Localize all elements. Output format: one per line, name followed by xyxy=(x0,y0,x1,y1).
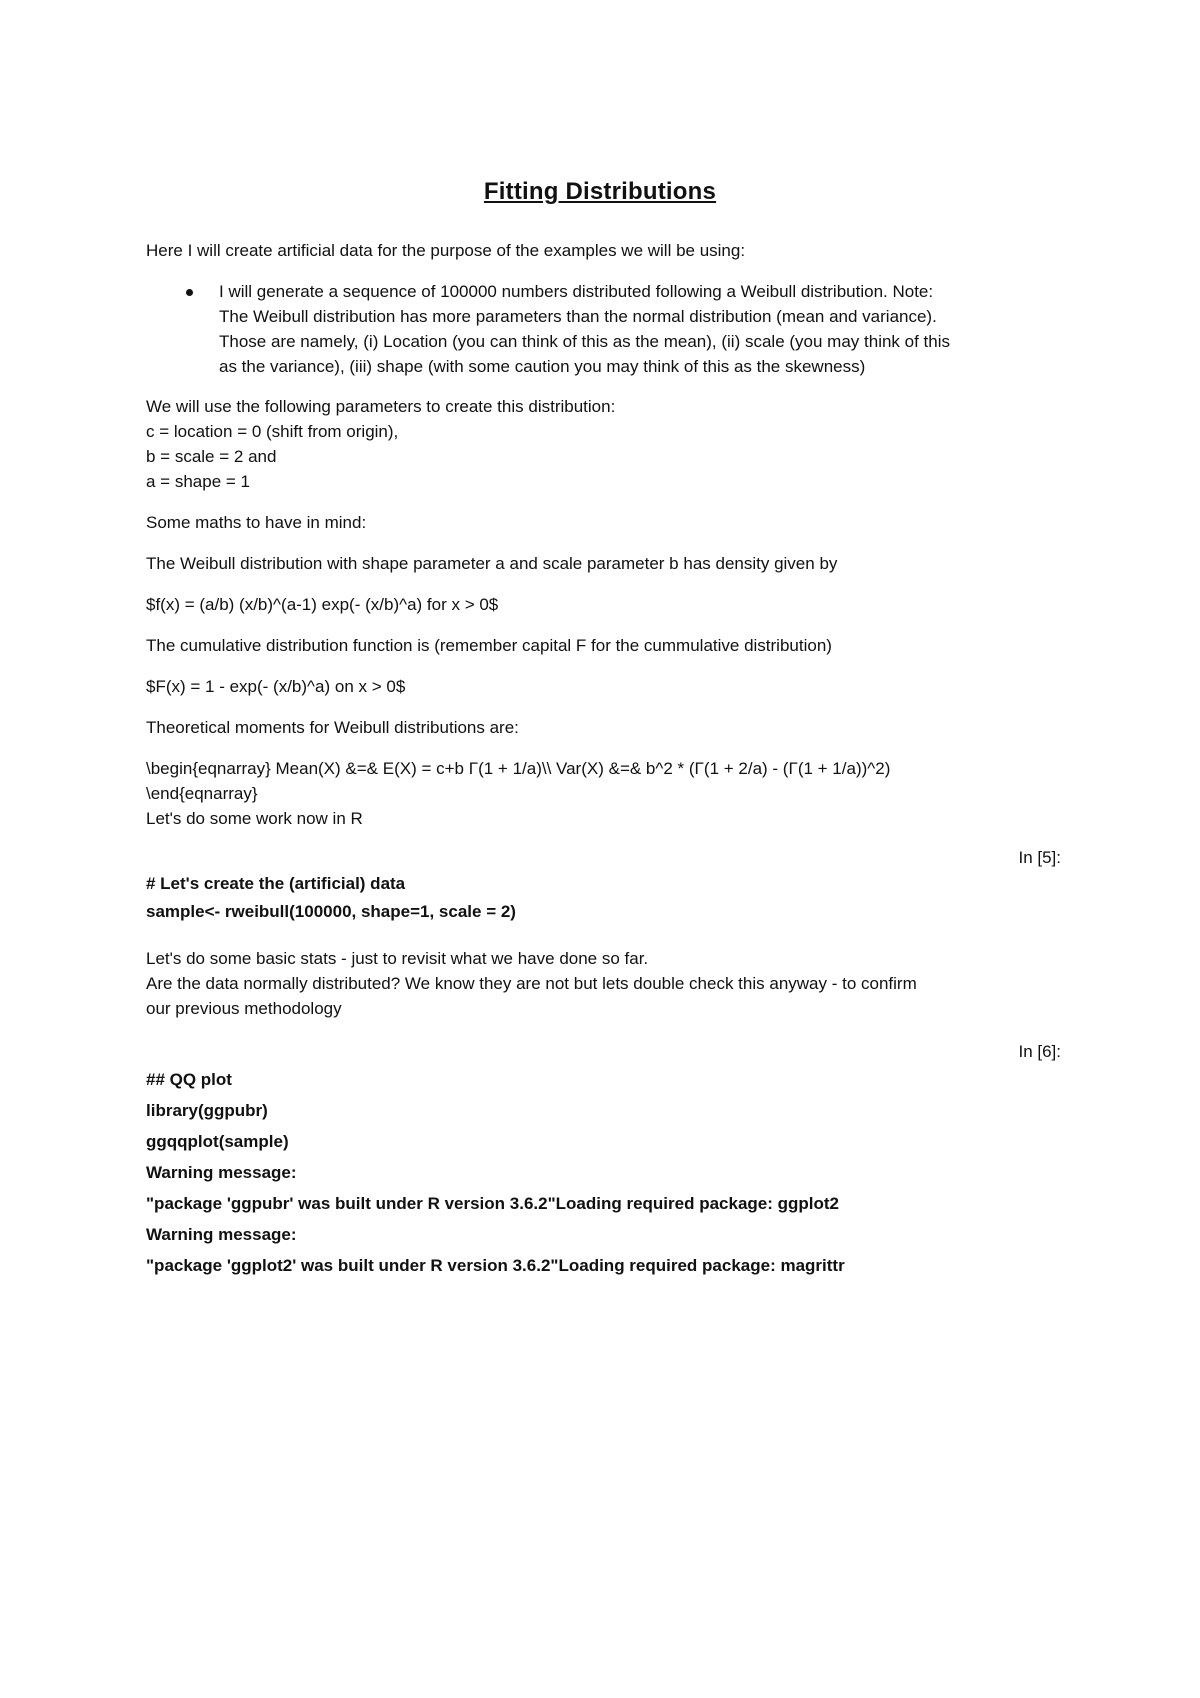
parameters-line: a = shape = 1 xyxy=(146,472,250,491)
parameters-block xyxy=(146,394,1066,494)
bullet-line: I will generate a sequence of 100000 numbers distributed following a Weibull distribution. Note: xyxy=(219,282,934,301)
bullet-icon xyxy=(186,289,193,296)
document-title: Fitting Distributions xyxy=(483,178,717,205)
bullet-line: as the variance), (iii) shape (with some caution you may think of this as the skewness) xyxy=(219,357,866,376)
warning-line: "package 'ggpubr' was built under R version 3.6.2"Loading required package: ggplot2 xyxy=(146,1194,839,1213)
density-formula: $f(x) = (a/b) (x/b)^(a-1) exp(- (x/b)^a) for x > 0$ xyxy=(146,595,499,614)
code-line: # Let's create the (artificial) data xyxy=(146,874,406,893)
stats-line: our previous methodology xyxy=(146,999,342,1018)
warning-line: "package 'ggplot2' was built under R version 3.6.2"Loading required package: magrittr xyxy=(146,1256,845,1275)
moments-line: \begin{eqnarray} Mean(X) &=& E(X) = c+b Γ(1 + 1/a)\\ Var(X) &=& b^2 * (Γ(1 + 2/a) - (Γ(1 + 1/a))^2) xyxy=(146,759,891,778)
parameters-line: b = scale = 2 and xyxy=(146,447,277,466)
code-cell xyxy=(146,870,1066,926)
code-line: library(ggpubr) xyxy=(146,1101,268,1120)
stats-block xyxy=(146,946,1066,1021)
warning-line: Warning message: xyxy=(146,1163,297,1182)
moments-line: Let's do some work now in R xyxy=(146,809,363,828)
parameters-line: We will use the following parameters to create this distribution: xyxy=(146,397,616,416)
bullet-item xyxy=(146,279,1059,379)
code-cell xyxy=(146,1064,1066,1281)
document-body xyxy=(146,238,1066,1281)
code-line: ## QQ plot xyxy=(146,1070,232,1089)
cdf-intro: The cumulative distribution function is (remember capital F for the cummulative distribution) xyxy=(146,636,832,655)
code-line: ggqqplot(sample) xyxy=(146,1132,289,1151)
cell-prompt: In [6]: xyxy=(1018,1042,1061,1061)
moments-block xyxy=(146,756,1066,831)
bullet-line: Those are namely, (i) Location (you can think of this as the mean), (ii) scale (you may think of this xyxy=(219,332,950,351)
stats-line: Let's do some basic stats - just to revisit what we have done so far. xyxy=(146,949,649,968)
maths-heading: Some maths to have in mind: xyxy=(146,513,367,532)
density-intro: The Weibull distribution with shape parameter a and scale parameter b has density given by xyxy=(146,554,838,573)
bullet-line: The Weibull distribution has more parameters than the normal distribution (mean and variance). xyxy=(219,307,937,326)
cell-prompt: In [5]: xyxy=(1018,848,1061,867)
moments-line: \end{eqnarray} xyxy=(146,784,258,803)
stats-line: Are the data normally distributed? We know they are not but lets double check this anyway - to confirm xyxy=(146,974,917,993)
code-line: sample<- rweibull(100000, shape=1, scale = 2) xyxy=(146,902,516,921)
parameters-line: c = location = 0 (shift from origin), xyxy=(146,422,399,441)
warning-line: Warning message: xyxy=(146,1225,297,1244)
moments-intro: Theoretical moments for Weibull distributions are: xyxy=(146,718,519,737)
cdf-formula: $F(x) = 1 - exp(- (x/b)^a) on x > 0$ xyxy=(146,677,406,696)
intro-paragraph: Here I will create artificial data for the purpose of the examples we will be using: xyxy=(146,241,746,260)
